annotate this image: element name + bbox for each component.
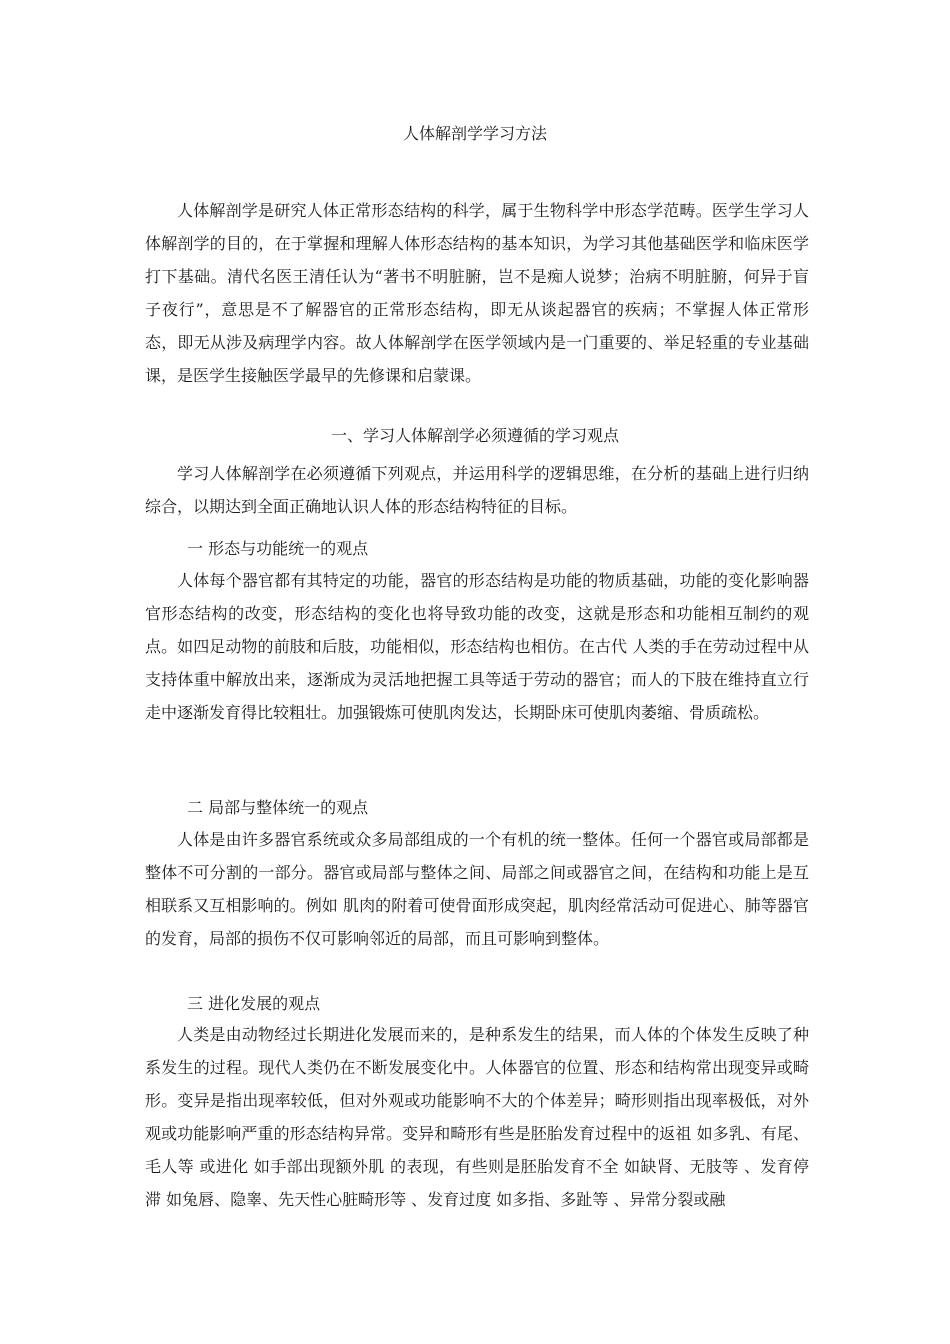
point2-paragraph: 人体是由许多器官系统或众多局部组成的一个有机的统一整体。任何一个器官或局部都是整体不可分割的一部分。器官或局部与整体之间、局部之间或器官之间，在结构和功能上是互相联系又互相影响的。例如 肌肉的附着可使骨面形成突起，肌肉经常活动可促进心、肺等器官的发育，局部的损伤不仅可影响邻近的局部，而且可影响到整体。 — [145, 830, 809, 948]
intro-paragraph: 人体解剖学是研究人体正常形态结构的科学，属于生物科学中形态学范畴。医学生学习人体解剖学的目的，在于掌握和理解人体形态结构的基本知识，为学习其他基础医学和临床医学打下基础。清代名医王清任认为“著书不明脏腑，岂不是痴人说梦；治病不明脏腑，何异于盲子夜行”，意思是不了解器官的正常形态结构，即无从谈起器官的疾病；不掌握人体正常形态，即无从涉及病理学内容。故人体解剖学在医学领域内是一门重要的、举足轻重的专业基础课，是医学生接触医学最早的先修课和启蒙课。 — [145, 201, 809, 385]
point3-heading: 三 进化发展的观点 — [187, 994, 321, 1013]
document-title: 人体解剖学学习方法 — [402, 124, 547, 143]
point1-heading: 一 形态与功能统一的观点 — [187, 539, 369, 558]
section-paragraph: 学习人体解剖学在必须遵循下列观点，并运用科学的逻辑思维，在分析的基础上进行归纳综合，以期达到全面正确地认识人体的形态结构特征的目标。 — [145, 464, 809, 516]
point1-paragraph: 人体每个器官都有其特定的功能，器官的形态结构是功能的物质基础，功能的变化影响器官形态结构的改变，形态结构的变化也将导致功能的改变，这就是形态和功能相互制约的观点。如四足动物的前肢和后肢，功能相似，形态结构也相仿。在古代 人类的手在劳动过程中从支持体重中解放出来，逐渐成为灵活地把握工具等适于劳动的器官；而人的下肢在维持直立行走中逐渐发育得比较粗壮。加强锻炼可使肌肉发达，长期卧床可使肌肉萎缩、骨质疏松。 — [145, 571, 809, 722]
section-heading: 一、学习人体解剖学必须遵循的学习观点 — [330, 426, 619, 445]
point3-paragraph: 人类是由动物经过长期进化发展而来的，是种系发生的结果，而人体的个体发生反映了种系发生的过程。现代人类仍在不断发展变化中。人体器官的位置、形态和结构常出现变异或畸形。变异是指出现率较低，但对外观或功能影响不大的个体差异；畸形则指出现率极低，对外观或功能影响严重的形态结构异常。变异和畸形有些是胚胎发育过程中的返祖 如多乳、有尾、毛人等 或进化 如手部出现额外肌 的表现，有些则是胚胎发育不全 如缺肾、无肢等 、发育停滞 如兔唇、隐睾、先天性心脏畸形等 、发育过度 如多指、多趾等 、异常分裂或融 — [145, 1025, 809, 1209]
point2-heading: 二 局部与整体统一的观点 — [187, 798, 369, 817]
